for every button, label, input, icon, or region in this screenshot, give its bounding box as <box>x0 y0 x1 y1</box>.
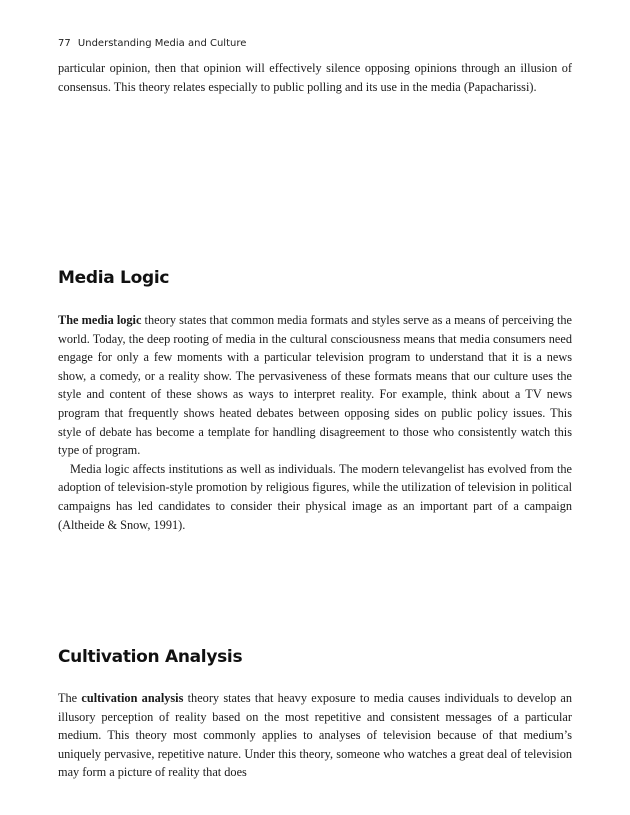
running-head-title: Understanding Media and Culture <box>77 38 247 49</box>
cultivation-paragraph-1 <box>58 689 572 782</box>
media-logic-paragraph-2: Media logic affects institutions as well as individuals. The modern televangelist has evolved from the adoption of television-style promotion by religious figures, while the utilization of television in political campaigns has led candidates to consider their physical image as an important part of a campaign (Altheide & Snow, 1991). <box>58 461 572 532</box>
cultivation-analysis-section <box>58 689 572 782</box>
page-number: 77 <box>58 38 71 49</box>
media-logic-term: The media logic <box>58 313 142 327</box>
media-logic-heading: Media Logic <box>58 268 170 288</box>
continuation-paragraph: particular opinion, then that opinion will effectively silence opposing opinions through an illusion of consensus. This theory relates especially to public polling and its use in the media (Papacharissi). <box>58 61 572 94</box>
media-logic-section <box>58 311 572 534</box>
cultivation-term: cultivation analysis <box>81 691 184 705</box>
running-head <box>58 38 246 49</box>
continuation-paragraph-block <box>58 59 572 96</box>
cultivation-analysis-heading: Cultivation Analysis <box>58 647 243 667</box>
media-logic-paragraph-1-text: theory states that common media formats and styles serve as a means of perceiving the world. Today, the deep rooting of media in the cultural consciousness means that media consumers need engage for only a few moments with a particular television program to understand that it is a news show, a comedy, or a reality show. The pervasiveness of these formats means that our culture uses the style and content of these shows as ways to interpret reality. For example, think about a TV news program that frequently shows heated debates between opposing sides on public policy issues. This style of debate has become a template for handling disagreement to those who consistently watch this type of program. <box>58 313 573 458</box>
cultivation-lead: The <box>58 691 82 705</box>
media-logic-paragraph-1 <box>58 311 572 460</box>
cultivation-paragraph-1-text: theory states that heavy exposure to media causes individuals to develop an illusory perception of reality based on the most repetitive and consistent messages of a particular medium. This theory most commonly applies to analyses of television because of that medium’s uniquely pervasive, repetitive nature. Under this theory, someone who watches a great deal of television may form a picture of reality that does <box>58 691 572 780</box>
